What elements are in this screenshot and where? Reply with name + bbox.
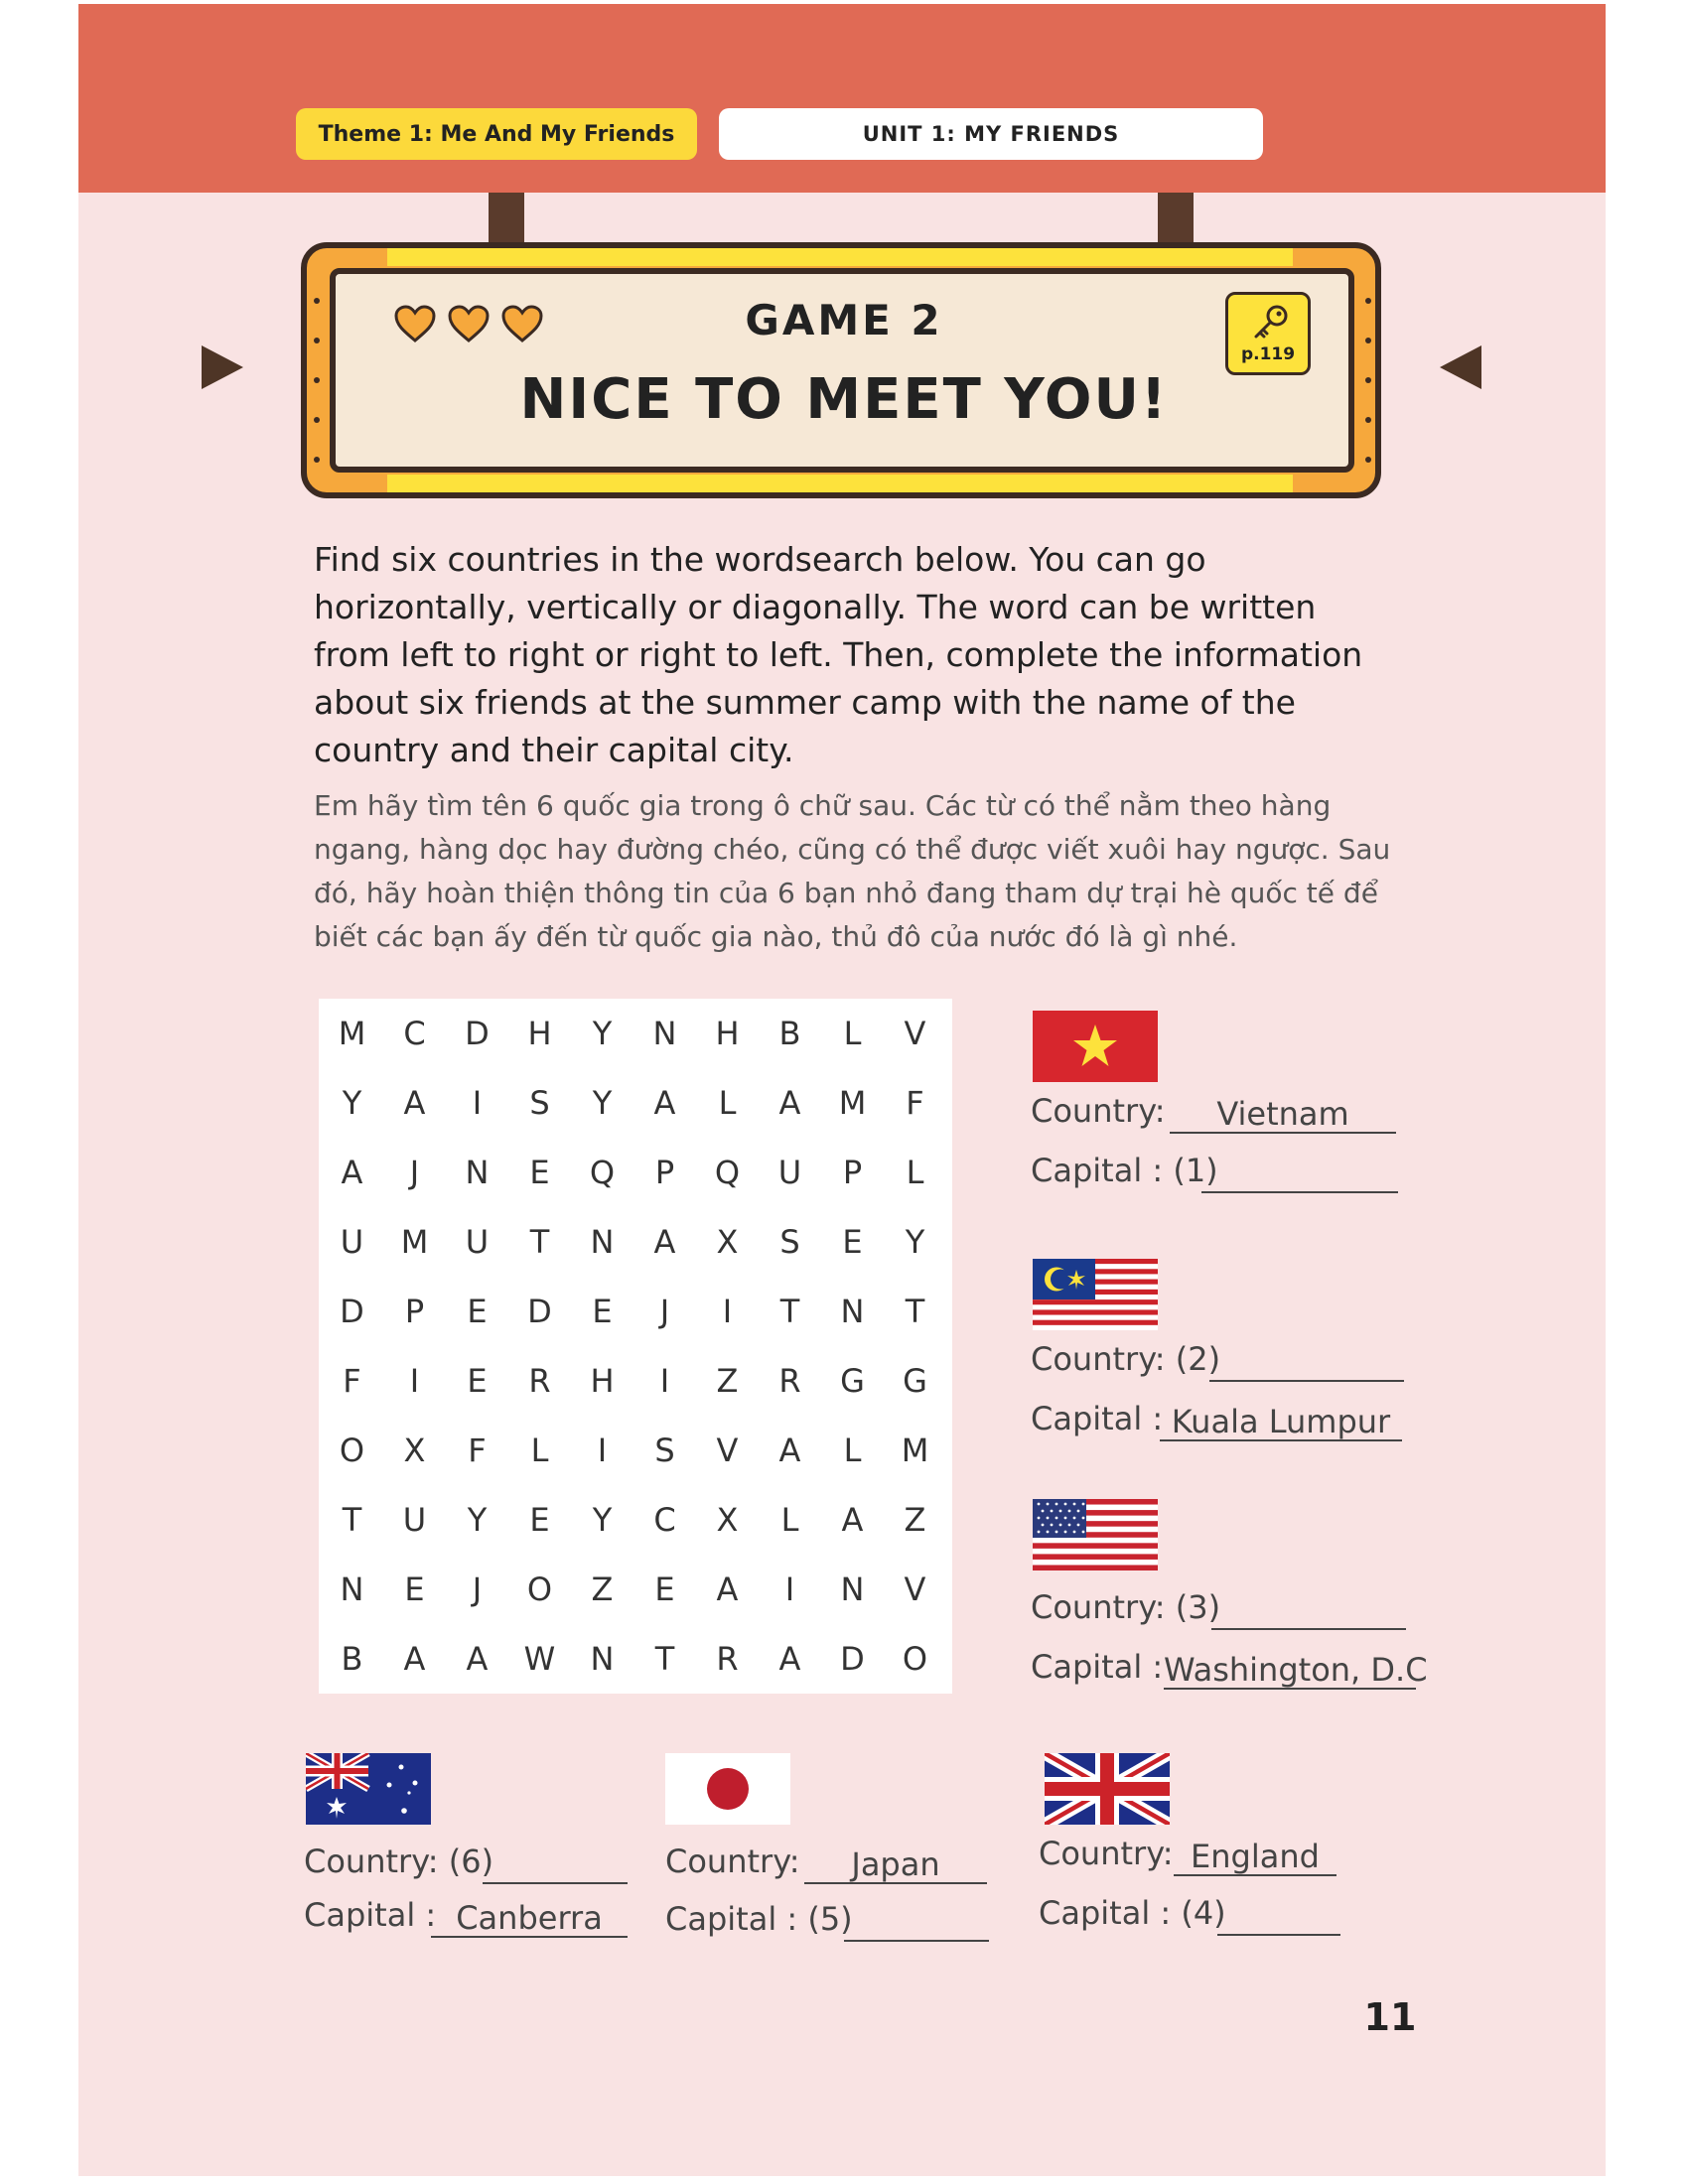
header-band — [78, 4, 1606, 193]
sign-rivet — [314, 417, 320, 423]
grid-cell[interactable]: L — [718, 1084, 737, 1122]
page-number: 11 — [1363, 1995, 1417, 2039]
grid-cell[interactable]: P — [654, 1154, 675, 1191]
sign-rivet — [314, 377, 320, 383]
sign-rivet — [1365, 338, 1371, 343]
grid-cell[interactable]: N — [652, 1015, 677, 1052]
grid-cell[interactable]: D — [465, 1015, 490, 1052]
sign-rivet — [1365, 298, 1371, 304]
grid-cell[interactable]: S — [654, 1432, 675, 1469]
usa-country-value[interactable] — [1211, 1588, 1406, 1630]
grid-cell[interactable]: Y — [592, 1015, 613, 1052]
sign-rivet — [314, 298, 320, 304]
grid-cell[interactable]: E — [842, 1223, 863, 1261]
grid-cell[interactable]: I — [784, 1570, 795, 1608]
grid-cell[interactable]: A — [778, 1640, 801, 1678]
grid-cell[interactable]: O — [902, 1640, 928, 1678]
grid-cell[interactable]: P — [404, 1293, 425, 1330]
grid-cell[interactable]: L — [843, 1432, 862, 1469]
grid-cell[interactable]: Y — [905, 1223, 925, 1261]
grid-cell[interactable]: A — [403, 1084, 426, 1122]
sign-rivet — [314, 338, 320, 343]
grid-cell[interactable]: M — [400, 1223, 429, 1261]
malaysia-country-label: Country: (2) — [1031, 1340, 1221, 1378]
grid-cell[interactable]: D — [840, 1640, 865, 1678]
grid-cell[interactable]: I — [722, 1293, 733, 1330]
sign-rivet — [1365, 457, 1371, 463]
malaysia-flag-icon — [1033, 1259, 1158, 1330]
grid-cell[interactable]: W — [523, 1640, 556, 1678]
grid-cell[interactable]: N — [840, 1293, 865, 1330]
grid-cell[interactable]: X — [716, 1223, 739, 1261]
grid-cell[interactable]: Q — [714, 1154, 741, 1191]
grid-cell[interactable]: U — [777, 1154, 802, 1191]
england-capital-value[interactable] — [1217, 1894, 1340, 1936]
grid-cell[interactable]: N — [340, 1570, 364, 1608]
sign-bar-bottom — [387, 475, 1293, 492]
sign-post-left — [489, 193, 524, 246]
grid-cell[interactable]: G — [840, 1362, 865, 1400]
game-title: NICE TO MEET YOU! — [519, 367, 1169, 432]
usa-capital-value[interactable]: Washington, D.C — [1164, 1648, 1416, 1690]
grid-cell[interactable]: U — [402, 1501, 427, 1539]
usa-capital-label: Capital : — [1031, 1648, 1164, 1686]
malaysia-country-value[interactable] — [1209, 1340, 1404, 1382]
grid-cell[interactable]: N — [590, 1223, 615, 1261]
grid-cell[interactable]: U — [465, 1223, 490, 1261]
malaysia-capital-value[interactable]: Kuala Lumpur — [1160, 1400, 1402, 1441]
grid-cell[interactable]: Z — [591, 1570, 614, 1608]
grid-cell[interactable]: A — [653, 1084, 676, 1122]
australia-country-label: Country: (6) — [304, 1843, 494, 1880]
grid-cell[interactable]: Z — [716, 1362, 739, 1400]
japan-capital-value[interactable] — [844, 1900, 989, 1942]
key-icon — [1250, 303, 1290, 342]
grid-cell[interactable]: V — [904, 1015, 926, 1052]
australia-flag-icon — [306, 1753, 431, 1825]
grid-cell[interactable]: A — [716, 1570, 739, 1608]
grid-cell[interactable]: Y — [592, 1501, 613, 1539]
grid-cell[interactable]: R — [716, 1640, 739, 1678]
grid-cell[interactable]: L — [906, 1154, 924, 1191]
grid-cell[interactable]: H — [715, 1015, 740, 1052]
grid-cell[interactable]: A — [778, 1432, 801, 1469]
vietnam-country-value[interactable]: Vietnam — [1170, 1092, 1396, 1134]
grid-cell[interactable]: P — [842, 1154, 863, 1191]
grid-cell[interactable]: L — [780, 1501, 799, 1539]
grid-cell[interactable]: A — [653, 1223, 676, 1261]
sign-rivet — [1365, 417, 1371, 423]
japan-flag-icon — [665, 1753, 790, 1825]
grid-cell[interactable]: R — [528, 1362, 551, 1400]
vietnam-flag-icon — [1033, 1011, 1158, 1082]
grid-cell[interactable]: J — [659, 1293, 670, 1330]
uk-flag-icon — [1045, 1753, 1170, 1825]
grid-cell[interactable]: A — [341, 1154, 363, 1191]
grid-cell[interactable]: I — [472, 1084, 483, 1122]
grid-cell[interactable]: E — [404, 1570, 425, 1608]
grid-cell[interactable]: E — [529, 1501, 550, 1539]
japan-country-value[interactable]: Japan — [804, 1843, 987, 1884]
grid-cell[interactable]: S — [779, 1223, 800, 1261]
grid-cell[interactable]: C — [403, 1015, 426, 1052]
grid-cell[interactable]: F — [468, 1432, 487, 1469]
grid-cell[interactable]: X — [716, 1501, 739, 1539]
grid-cell[interactable]: T — [529, 1223, 550, 1261]
grid-cell[interactable]: T — [342, 1501, 362, 1539]
grid-cell[interactable]: L — [530, 1432, 549, 1469]
answer-key-page: p.119 — [1240, 344, 1296, 364]
grid-cell[interactable]: S — [529, 1084, 550, 1122]
grid-cell[interactable]: J — [409, 1154, 420, 1191]
grid-cell[interactable]: N — [465, 1154, 490, 1191]
grid-cell[interactable]: E — [467, 1293, 488, 1330]
grid-cell[interactable]: N — [840, 1570, 865, 1608]
grid-cell[interactable]: E — [654, 1570, 675, 1608]
grid-cell[interactable]: T — [905, 1293, 925, 1330]
australia-capital-value[interactable]: Canberra — [431, 1896, 628, 1938]
grid-cell[interactable]: L — [843, 1015, 862, 1052]
sign-bar-top — [387, 248, 1293, 266]
instructions-vietnamese: Em hãy tìm tên 6 quốc gia trong ô chữ sau. Các từ có thể nằm theo hàng ngang, hàng dọc hay đường chéo, cũng có thể được viết xuôi hay ngược. Sau đó, hãy hoàn thiện thông tin của 6 bạn nhỏ đang tham dự trại hè quốc tế để biết các bạn ấy đến từ quốc gia nào, thủ đô của nước đó là gì nhé. — [314, 789, 1391, 953]
england-country-label: Country: — [1039, 1835, 1174, 1872]
sign-rivet — [314, 457, 320, 463]
grid-cell[interactable]: Z — [904, 1501, 926, 1539]
grid-cell[interactable]: D — [340, 1293, 364, 1330]
grid-cell[interactable]: M — [338, 1015, 366, 1052]
grid-cell[interactable]: Y — [592, 1084, 613, 1122]
wordsearch-grid — [319, 999, 952, 1694]
grid-cell[interactable]: J — [472, 1570, 483, 1608]
vietnam-country-label: Country: — [1031, 1092, 1166, 1130]
arrow-left-pointing-icon — [1440, 345, 1481, 389]
japan-capital-label: Capital : (5) — [665, 1900, 853, 1938]
malaysia-capital-label: Capital : — [1031, 1400, 1164, 1437]
grid-cell[interactable]: V — [904, 1570, 926, 1608]
instructions-english: Find six countries in the wordsearch below. You can go horizontally, vertically or diagonally. The word can be written from left to right or right to left. Then, complete the information about six friends at the summer camp with the name of the country and their capital city. — [314, 540, 1363, 769]
arrow-right-pointing-icon — [202, 345, 243, 389]
grid-cell[interactable]: E — [529, 1154, 550, 1191]
grid-cell[interactable]: N — [590, 1640, 615, 1678]
grid-cell[interactable]: X — [403, 1432, 426, 1469]
grid-cell[interactable]: C — [653, 1501, 676, 1539]
grid-cell[interactable]: Q — [589, 1154, 616, 1191]
heart-icon — [393, 304, 437, 343]
grid-cell[interactable]: A — [841, 1501, 864, 1539]
grid-cell[interactable]: V — [716, 1432, 739, 1469]
england-capital-label: Capital : (4) — [1039, 1894, 1226, 1932]
grid-cell[interactable]: R — [778, 1362, 801, 1400]
grid-cell[interactable]: B — [341, 1640, 363, 1678]
grid-cell[interactable]: B — [778, 1015, 801, 1052]
grid-cell[interactable]: T — [654, 1640, 675, 1678]
grid-cell[interactable]: A — [778, 1084, 801, 1122]
grid-cell[interactable]: I — [597, 1432, 608, 1469]
japan-country-label: Country: — [665, 1843, 800, 1880]
grid-cell[interactable]: H — [527, 1015, 552, 1052]
grid-cell[interactable]: M — [901, 1432, 929, 1469]
game-number: GAME 2 — [745, 296, 943, 344]
grid-cell[interactable]: F — [906, 1084, 924, 1122]
vietnam-capital-value[interactable] — [1201, 1152, 1398, 1193]
grid-cell[interactable]: F — [343, 1362, 361, 1400]
australia-capital-label: Capital : — [304, 1896, 437, 1934]
theme-label: Theme 1: Me And My Friends — [296, 108, 697, 160]
grid-cell[interactable]: U — [340, 1223, 364, 1261]
grid-cell[interactable]: E — [467, 1362, 488, 1400]
lives-hearts — [393, 304, 544, 343]
grid-cell[interactable]: I — [659, 1362, 670, 1400]
grid-cell[interactable]: H — [590, 1362, 615, 1400]
grid-cell[interactable]: M — [838, 1084, 867, 1122]
sign-rivet — [1365, 377, 1371, 383]
unit-label: UNIT 1: MY FRIENDS — [719, 108, 1263, 160]
grid-cell[interactable]: O — [526, 1570, 553, 1608]
grid-cell[interactable]: G — [903, 1362, 927, 1400]
sign-post-right — [1158, 193, 1194, 246]
grid-cell[interactable]: E — [592, 1293, 613, 1330]
grid-cell[interactable]: A — [403, 1640, 426, 1678]
answer-key-badge[interactable] — [1225, 292, 1311, 375]
usa-flag-icon — [1033, 1499, 1158, 1570]
grid-cell[interactable]: Y — [342, 1084, 362, 1122]
australia-country-value[interactable] — [483, 1843, 628, 1884]
heart-icon — [500, 304, 544, 343]
heart-icon — [447, 304, 491, 343]
grid-cell[interactable]: D — [527, 1293, 552, 1330]
grid-cell[interactable]: O — [339, 1432, 365, 1469]
grid-cell[interactable]: A — [466, 1640, 489, 1678]
grid-cell[interactable]: T — [779, 1293, 800, 1330]
usa-country-label: Country: (3) — [1031, 1588, 1221, 1626]
grid-cell[interactable]: Y — [467, 1501, 488, 1539]
grid-cell[interactable]: I — [409, 1362, 420, 1400]
england-country-value[interactable]: England — [1174, 1835, 1336, 1876]
vietnam-capital-label: Capital : (1) — [1031, 1152, 1218, 1189]
